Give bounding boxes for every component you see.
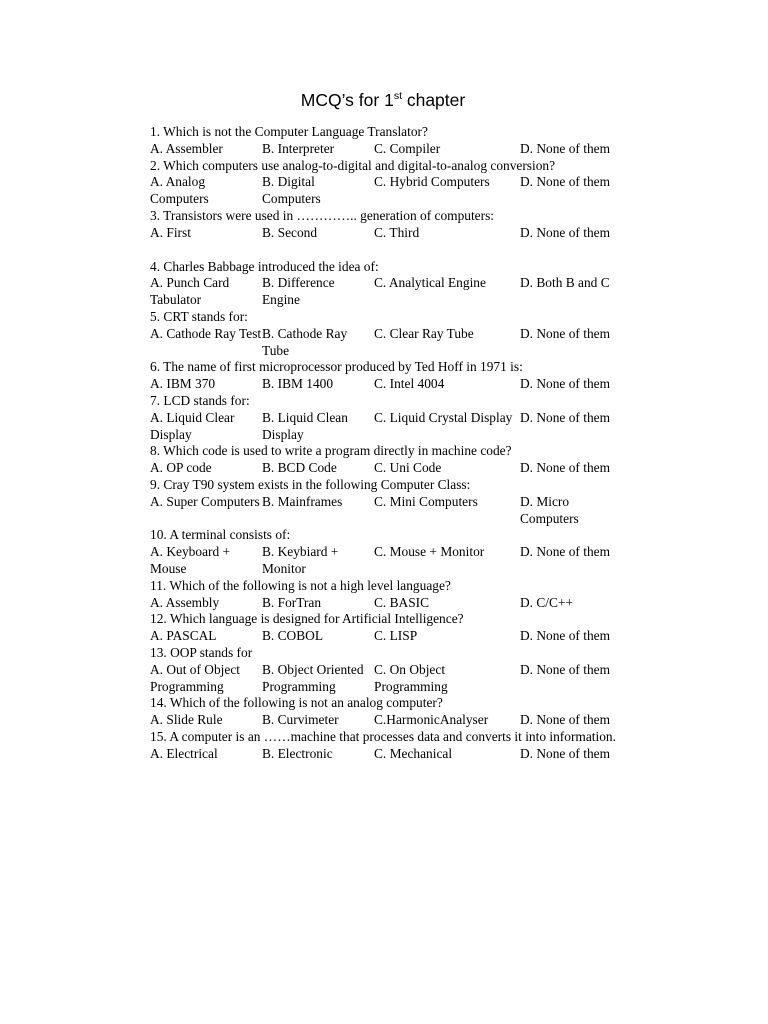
question-stem: 5. CRT stands for: [150, 308, 248, 324]
answer-option-b: B. Difference Engine [262, 275, 335, 308]
question-stem: 2. Which computers use analog-to-digital and digital-to-analog conversion? [150, 157, 556, 173]
answer-option-d: D. None of them [520, 712, 610, 728]
title-superscript: st [393, 90, 402, 102]
answer-option-c: C. Uni Code [374, 460, 442, 476]
answer-option-d: D. None of them [520, 224, 610, 240]
answer-options [150, 225, 630, 242]
question-stem: 14. Which of the following is not an analog computer? [150, 695, 443, 711]
answer-option-d: D. None of them [520, 140, 610, 156]
answer-options [150, 494, 630, 528]
answer-option-c: C. LISP [374, 628, 418, 644]
answer-option-b: B. BCD Code [262, 460, 337, 476]
answer-option-c: C. Third [374, 224, 420, 240]
answer-option-b: B. Keybiard + Monitor [262, 544, 339, 576]
answer-option-a: A. PASCAL [150, 628, 217, 644]
answer-option-a: A. Super Computers [150, 493, 260, 509]
question-item [150, 695, 630, 729]
answer-option-b: B. Digital Computers [262, 174, 321, 207]
answer-option-a: A. Cathode Ray Test [150, 325, 262, 341]
answer-options [150, 410, 630, 444]
title-main: MCQ’s for 1 [300, 90, 394, 110]
question-item [150, 309, 630, 359]
answer-option-d: D. None of them [520, 460, 610, 476]
question-stem: 12. Which language is designed for Artificial Intelligence? [150, 611, 464, 627]
answer-option-d: D. None of them [520, 544, 610, 560]
question-item [150, 208, 630, 242]
answer-option-c: C. Compiler [374, 140, 441, 156]
answer-option-b: B. Liquid Clean Display [262, 409, 348, 442]
question-item [150, 527, 630, 577]
answer-option-a: A. Electrical [150, 745, 218, 761]
answer-option-b: B. Electronic [262, 745, 333, 761]
question-list [150, 124, 630, 762]
question-stem: 11. Which of the following is not a high level language? [150, 577, 451, 593]
answer-option-a: A. Slide Rule [150, 712, 223, 728]
answer-option-c: C. Mechanical [374, 745, 453, 761]
answer-option-c: C.HarmonicAnalyser [374, 712, 489, 728]
answer-option-a: A. Assembly [150, 594, 220, 610]
question-stem: 1. Which is not the Computer Language Translator? [150, 124, 428, 139]
question-item [150, 259, 630, 309]
answer-option-a: A. Assembler [150, 140, 223, 156]
question-stem: 4. Charles Babbage introduced the idea of: [150, 258, 379, 274]
answer-options [150, 746, 630, 763]
question-stem: 9. Cray T90 system exists in the following Computer Class: [150, 476, 471, 492]
answer-option-d: D. None of them [520, 325, 610, 341]
answer-option-c: C. Intel 4004 [374, 376, 445, 392]
answer-option-d: D. Micro Computers [520, 493, 579, 526]
answer-option-a: A. Analog Computers [150, 174, 209, 207]
answer-option-d: D. None of them [520, 174, 610, 190]
answer-option-c: C. Liquid Crystal Display [374, 409, 513, 425]
answer-option-a: A. Liquid Clear Display [150, 409, 235, 442]
answer-option-d: D. None of them [520, 409, 610, 425]
answer-option-b: B. COBOL [262, 628, 324, 644]
answer-option-c: C. Analytical Engine [374, 275, 486, 291]
answer-option-c: C. Hybrid Computers [374, 174, 490, 190]
question-item [150, 645, 630, 695]
title-tail: chapter [401, 90, 466, 110]
question-stem: 8. Which code is used to write a program directly in machine code? [150, 443, 512, 459]
question-stem: 6. The name of first microprocessor produced by Ted Hoff in 1971 is: [150, 359, 523, 375]
answer-option-a: A. IBM 370 [150, 376, 216, 392]
answer-options [150, 662, 630, 696]
answer-option-c: C. Clear Ray Tube [374, 325, 474, 341]
answer-option-b: B. Second [262, 224, 318, 240]
question-stem: 15. A computer is an ……machine that processes data and converts it into information. [150, 728, 616, 744]
answer-options [150, 376, 630, 393]
spacer [150, 242, 630, 259]
answer-option-b: B. IBM 1400 [262, 376, 334, 392]
answer-options [150, 141, 630, 158]
answer-options [150, 326, 630, 360]
answer-option-d: D. None of them [520, 376, 610, 392]
question-item [150, 477, 630, 527]
answer-option-b: B. Object Oriented Programming [262, 661, 364, 694]
answer-option-b: B. Curvimeter [262, 712, 339, 728]
answer-option-b: B. Cathode Ray Tube [262, 325, 348, 358]
answer-option-b: B. Mainframes [262, 493, 343, 509]
answer-option-a: A. OP code [150, 460, 212, 476]
question-item [150, 611, 630, 645]
answer-option-b: B. ForTran [262, 594, 322, 610]
answer-options [150, 712, 630, 729]
answer-option-c: C. Mini Computers [374, 493, 478, 509]
answer-option-d: D. None of them [520, 661, 610, 677]
question-stem: 3. Transistors were used in ………….. generation of computers: [150, 207, 495, 223]
answer-options [150, 628, 630, 645]
answer-option-a: A. Keyboard + Mouse [150, 544, 231, 576]
answer-option-a: A. Punch Card Tabulator [150, 275, 230, 308]
answer-option-c: C. Mouse + Monitor [374, 544, 485, 560]
answer-option-c: C. On Object Programming [374, 661, 448, 694]
answer-option-a: A. First [150, 224, 191, 240]
answer-options [150, 544, 630, 578]
answer-option-b: B. Interpreter [262, 140, 335, 156]
question-item [150, 729, 630, 763]
answer-options [150, 595, 630, 612]
question-stem: 13. OOP stands for [150, 644, 253, 660]
question-item [150, 124, 630, 158]
answer-option-d: D. Both B and C [520, 275, 610, 291]
answer-options [150, 174, 630, 208]
answer-option-d: D. None of them [520, 745, 610, 761]
answer-option-d: D. None of them [520, 628, 610, 644]
question-item [150, 393, 630, 443]
question-stem: 10. A terminal consists of: [150, 527, 291, 543]
answer-option-c: C. BASIC [374, 594, 430, 610]
answer-option-a: A. Out of Object Programming [150, 661, 240, 694]
question-item [150, 359, 630, 393]
question-item [150, 158, 630, 208]
question-stem: 7. LCD stands for: [150, 392, 250, 408]
answer-option-d: D. C/C++ [520, 594, 574, 610]
question-item [150, 578, 630, 612]
answer-options [150, 460, 630, 477]
answer-options [150, 275, 630, 309]
question-item [150, 443, 630, 477]
page-title [0, 86, 766, 114]
